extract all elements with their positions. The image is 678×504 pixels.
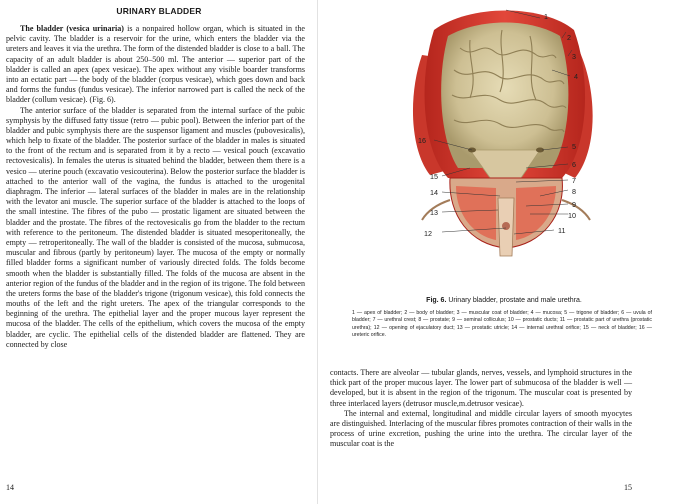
figure-6 [330,0,678,300]
right-body-text [330,368,632,450]
callout-3: 3 [572,52,576,61]
callout-6: 6 [572,160,576,169]
running-head: URINARY BLADDER [116,6,202,16]
bladder-illustration [330,0,678,300]
paragraph-4: The internal and external, longitudinal and middle circular layers of smooth myocytes are distinguished. Interlacing of the muscular fibres promotes contraction of their walls in the process of urine excretion, pushing the urine into the urethra. The circular layer of the muscular coat is the [330,408,632,449]
callout-8: 8 [572,187,576,196]
left-page [0,0,318,504]
mucosa [441,23,568,169]
paragraph-3: contacts. There are alveolar — tubular glands, nerves, vessels, and lymphoid structures in the thick part of the proper mucous layer. The lower part of submucosa of the bladder is well — developed, but it is absent in the region of the trigonum. The muscular coat is presented by three interlaced layers (detrusor muscle,m.detrusor vesicae). [330,368,632,408]
callout-13: 13 [430,208,438,217]
paragraph-1-text: is a nonpaired hollow organ, which is situated in the pelvic cavity. The bladder is a reservoir for the urine, which enters the bladder via the ureters and leaves it via the urethra. The form of the distended bladder is close to a ball. The capacity of an adult bladder is about 250–500 ml. The anterior — superior part of the bladder is called an apex (apex vesicae). The apex without any visible boarder transforms into an ectatic part — the body of the bladder (corpus vesicae), which goes down and back and forms the fundus (fundus vesicae). The inferior narrowed part is called the neck of the bladder (collum vesicae). (Fig. 6). [6,24,305,105]
callout-14: 14 [430,188,438,197]
figure-caption [330,297,678,304]
callout-12: 12 [424,229,432,238]
callout-7: 7 [572,176,576,185]
figure-caption-label: Fig. 6. [426,297,447,304]
callout-4: 4 [574,72,578,81]
callout-2: 2 [567,33,571,42]
callout-16: 16 [418,136,426,145]
figure-legend: 1 — apex of bladder; 2 — body of bladder; 3 — muscular coat of bladder; 4 — mucosa; 5 — trigone of bladder; 6 — uvula of bladder; 7 — urethral crest; 8 — prostate; 9 — seminal colliculus; 10 — prostatic ducts; 11 — prostatic part of urethra (prostatic urethra); 12 — opening of ejaculatory duct; 13 — prostatic utricle; 14 — internal urethral orifice; 15 — neck of bladder; 16 — ureteric orifice. [352,310,652,339]
callout-5: 5 [572,142,576,151]
callout-10: 10 [568,211,576,220]
callout-1: 1 [544,12,548,21]
right-page [330,0,678,504]
figure-caption-title: Urinary bladder, prostate and male urethra. [448,297,582,304]
page-number-right: 15 [624,483,632,492]
callout-15: 15 [430,172,438,181]
callout-11: 11 [558,226,566,235]
left-body-text [6,24,305,350]
callout-9: 9 [572,200,576,209]
paragraph-2: The anterior surface of the bladder is separated from the internal surface of the pubic symphysis by the diffused fatty tissue (retro — pubic pool). Between the inferior part of the bladder and pubic symphysis there are the suspensor ligament and muscles (pubovesicalis), which help to fixate of the bladder. The posterior surface of the bladder in males is situated to the front of the rectum and is separated from it by a recto — vesical pouch (excavatio rectovesicalis). In females the uterus is situated behind the bladder, between them there is a vesico — uterine pouch (excavatio vesicouterina). Below the posterior surface the bladder is attached to the anterior wall of the vagina, the fundus is attached to the urogenital diaphragm. The inferior — lateral surfaces of the bladder in males are in the relationship with the levator ani muscle. The superior surface of the bladder is attached to the loops of the small intestine. The fibres of the pubo — prostatic ligament are situated between the bladder and the prostate. The fibres of the rectovesicalis go from the bladder to the rectum with reference to the peritoneum. The distended bladder is situated mesoperitoneally, the empty — retroperitoneally. The wall of the bladder is consisted of the mucosa, submucosa, muscular and fibrous (partly by peritoneum) layer. The mucosa of the empty or normally filled bladder forms a significant number of variously directed folds. The folds become smooth when the bladder is substantially filled. The folds of the mucosa are absent in the anterior region of the fundus of the bladder and in the region of its trigone. The fold between the ureters forms the base of the bladder's trigone (trigonum vesicae), this fold connects the mouths of the left and the right ureters. The apex of the triangular corresponds to the beginning of the urethra. The epithelial layer and the proper mucous layer represent the mucosa of the bladder. The cells of the epithelium, which covers the mucosa of the empty bladder, are cyclic. The epithelial cells of the distended bladder are flattened. They are connected by close [6,105,305,349]
term-bladder: The bladder (vesica urinaria) [20,24,124,33]
page-number-left: 14 [6,483,14,492]
seminal-colliculus [502,222,510,230]
ejaculatory-duct-right [562,200,590,220]
paragraph-1 [6,24,305,106]
